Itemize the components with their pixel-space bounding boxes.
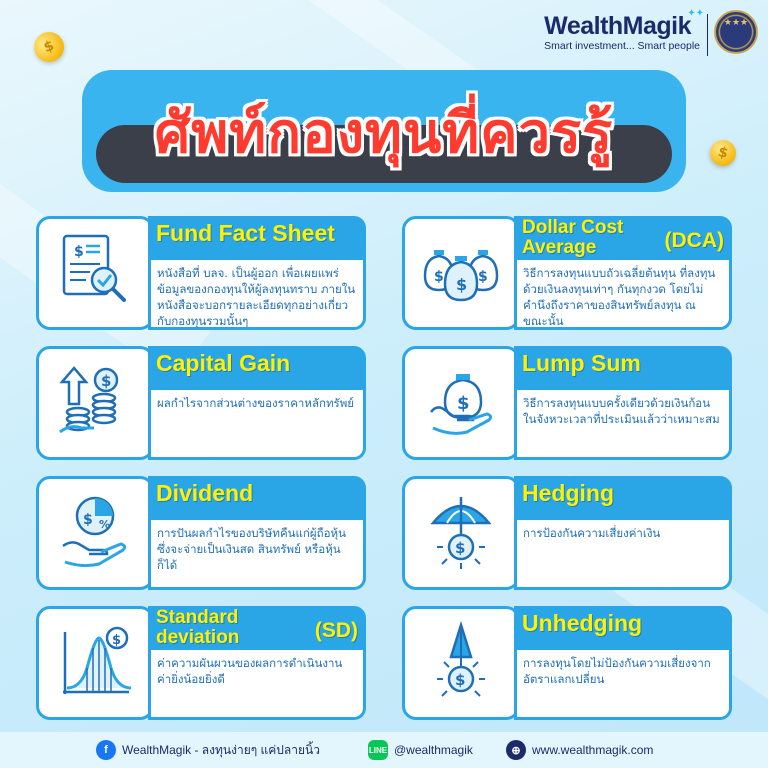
term-description: วิธีการลงทุนแบบครั้งเดียวด้วยเงินก้อนในจังหวะเวลาที่ประเมินแล้วว่าเหมาะสม: [514, 390, 732, 460]
svg-text:$: $: [455, 539, 466, 557]
bell-curve-icon: [55, 622, 135, 704]
sparkle-icon: ✦✦: [687, 8, 704, 19]
term-name: Capital Gain: [156, 350, 291, 376]
svg-text:$: $: [112, 633, 122, 648]
svg-text:$: $: [74, 244, 84, 260]
term-header: [514, 216, 732, 260]
term-icon-box: [36, 346, 154, 460]
term-body: [514, 476, 732, 590]
term-card: [36, 606, 366, 720]
gold-coin-icon: $: [30, 28, 68, 66]
term-name-line: Dollar Cost Average: [522, 217, 624, 258]
term-name: Hedging: [522, 480, 614, 506]
title-banner: [82, 70, 686, 192]
closed-umbrella-coin-icon: [421, 621, 501, 705]
term-abbreviation: (SD): [314, 619, 358, 642]
term-body: [514, 216, 732, 330]
term-description: หนังสือที่ บลจ. เป็นผู้ออก เพื่อเผยแพร่ข้อมูลของกองทุนให้ผู้ลงทุนทราบ ภายในหนังสือจะบอกรายละเอียดทุกอย่างเกี่ยวกับกองทุนรวมนั้นๆ: [148, 260, 366, 330]
logo-divider: [707, 14, 708, 56]
term-icon-box: [402, 606, 520, 720]
brand-logo: [544, 8, 704, 52]
svg-text:$: $: [456, 275, 468, 294]
footer-line-text: @wealthmagik: [394, 743, 473, 757]
facebook-icon: f: [96, 740, 116, 760]
term-body: [148, 346, 366, 460]
umbrella-coin-icon: [421, 491, 501, 575]
term-header: [148, 216, 366, 260]
footer-website-text: www.wealthmagik.com: [532, 743, 654, 757]
term-header: [148, 346, 366, 390]
hand-percent-coin-icon: [55, 492, 135, 574]
term-icon-box: [36, 216, 154, 330]
svg-text:$: $: [83, 512, 93, 528]
term-description: การปันผลกำไรของบริษัทคืนแก่ผู้ถือหุ้น ซึ่งจะจ่ายเป็นเงินสด สินทรัพย์ หรือหุ้นก็ได้: [148, 520, 366, 590]
footer: [0, 732, 768, 768]
term-name: Fund Fact Sheet: [156, 220, 335, 246]
term-card: [402, 606, 732, 720]
term-body: [148, 606, 366, 720]
coins-growth-icon: [56, 362, 134, 444]
term-body: [514, 606, 732, 720]
award-seal-icon: ★★★: [714, 10, 758, 54]
term-icon-box: [402, 346, 520, 460]
svg-text:$: $: [434, 269, 444, 285]
gold-coin-icon: $: [707, 137, 739, 169]
term-description: ค่าความผันผวนของผลการดำเนินงาน ค่ายิ่งน้อยยิ่งดี: [148, 650, 366, 720]
term-card: [402, 476, 732, 590]
term-header: [148, 476, 366, 520]
page-title: ศัพท์กองทุนที่ควรรู้: [154, 101, 614, 166]
footer-facebook-text: WealthMagik - ลงทุนง่ายๆ แค่ปลายนิ้ว: [122, 742, 320, 757]
svg-text:$: $: [457, 393, 470, 414]
svg-text:%: %: [99, 518, 111, 531]
hand-money-bag-icon: [421, 362, 501, 444]
svg-text:$: $: [455, 671, 466, 689]
term-name: Dividend: [156, 480, 254, 506]
svg-text:$: $: [478, 269, 488, 285]
term-description: การป้องกันความเสี่ยงค่าเงิน: [514, 520, 732, 590]
money-bags-icon: [419, 236, 503, 310]
term-icon-box: [36, 476, 154, 590]
term-description: การลงทุนโดยไม่ป้องกันความเสี่ยงจากอัตราแลกเปลี่ยน: [514, 650, 732, 720]
term-card: [402, 216, 732, 330]
term-body: [148, 476, 366, 590]
brand-tagline: Smart investment... Smart people: [544, 40, 700, 52]
footer-facebook[interactable]: [96, 740, 320, 760]
svg-text:$: $: [101, 372, 112, 390]
globe-icon: ⊕: [506, 740, 526, 760]
term-card: [36, 476, 366, 590]
document-magnifier-icon: [56, 232, 134, 314]
term-header: [514, 476, 732, 520]
term-abbreviation: (DCA): [664, 229, 724, 252]
term-icon-box: [36, 606, 154, 720]
term-name-line: Standard deviation: [156, 607, 240, 648]
brand-name: WealthMagik: [544, 12, 692, 40]
term-name: Lump Sum: [522, 350, 641, 376]
term-header: [514, 346, 732, 390]
term-card: [36, 216, 366, 330]
footer-website[interactable]: [506, 740, 653, 760]
term-header: [148, 606, 366, 650]
term-description: วิธีการลงทุนแบบถัวเฉลี่ยต้นทุน ที่ลงทุนด้วยเงินลงทุนเท่าๆ กันทุกงวด โดยไม่คำนึงถึงราคาของสินทรัพย์ลงทุน ณ ขณะนั้น: [514, 260, 732, 330]
line-icon: LINE: [368, 740, 388, 760]
term-description: ผลกำไรจากส่วนต่างของราคาหลักทรัพย์: [148, 390, 366, 460]
term-body: [514, 346, 732, 460]
term-name: Unhedging: [522, 610, 643, 636]
term-body: [148, 216, 366, 330]
term-icon-box: [402, 216, 520, 330]
term-header: [514, 606, 732, 650]
term-icon-box: [402, 476, 520, 590]
term-card: [402, 346, 732, 460]
footer-line[interactable]: [368, 740, 473, 760]
term-card: [36, 346, 366, 460]
